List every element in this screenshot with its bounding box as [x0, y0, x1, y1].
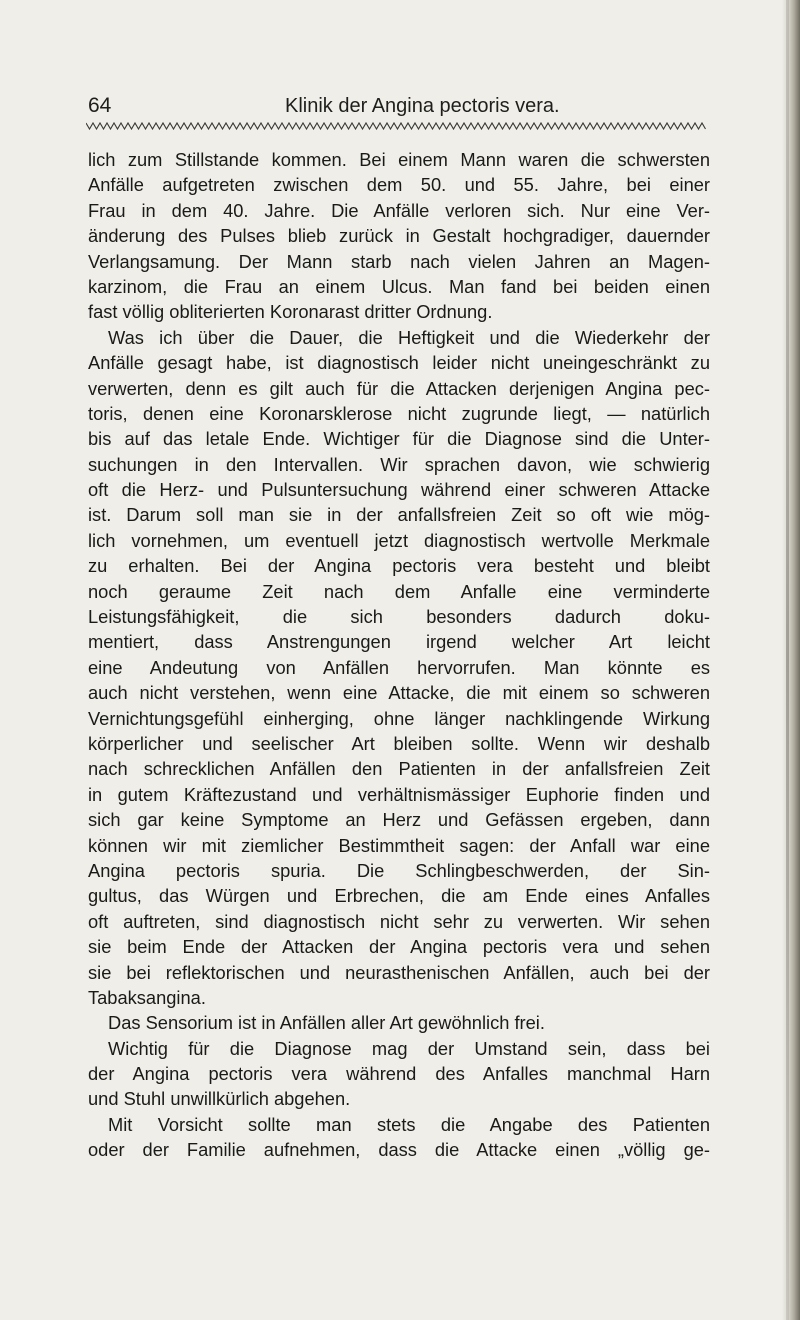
text-line: körperlicher und seelischer Art bleiben sollte. Wenn wir deshalb	[88, 732, 710, 754]
text-line: Tabaksangina.	[88, 986, 206, 1008]
text-line: Angina pectoris spuria. Die Schlingbeschwerden, der Sin-	[88, 859, 710, 881]
text-line: gultus, das Würgen und Erbrechen, die am Ende eines Anfalles	[88, 885, 710, 907]
text-line: Verlangsamung. Der Mann starb nach vielen Jahren an Magen-	[88, 250, 710, 272]
text-line: der Angina pectoris vera während des Anfalles manchmal Harn	[88, 1063, 710, 1085]
running-title: Klinik der Angina pectoris vera.	[285, 95, 560, 117]
text-line: auch nicht verstehen, wenn eine Attacke, die mit einem so schweren	[88, 682, 710, 704]
text-line: lich zum Stillstande kommen. Bei einem Mann waren die schwersten	[88, 149, 710, 170]
text-line: noch geraume Zeit nach dem Anfalle eine verminderte	[88, 580, 710, 602]
text-line: Leistungsfähigkeit, die sich besonders dadurch doku-	[88, 606, 710, 628]
text-line: können wir mit ziemlicher Bestimmtheit sagen: der Anfall war eine	[88, 834, 710, 856]
text-line: oft die Herz- und Pulsuntersuchung während einer schweren Attacke	[88, 479, 710, 501]
text-line: zu erhalten. Bei der Angina pectoris vera besteht und bleibt	[88, 555, 710, 577]
text-line: Frau in dem 40. Jahre. Die Anfälle verloren sich. Nur eine Ver-	[88, 199, 710, 221]
text-line: sich gar keine Symptome an Herz und Gefässen ergeben, dann	[88, 809, 710, 831]
decorative-zigzag-rule	[86, 121, 708, 131]
text-line: Das Sensorium ist in Anfällen aller Art gewöhnlich frei.	[108, 1012, 545, 1034]
text-line: Vernichtungsgefühl einherging, ohne länger nachklingende Wirkung	[88, 707, 710, 729]
text-line: nach schrecklichen Anfällen den Patienten in der anfallsfreien Zeit	[88, 758, 710, 780]
text-line: änderung des Pulses blieb zurück in Gestalt hochgradiger, dauernder	[88, 225, 710, 247]
text-line: Wichtig für die Diagnose mag der Umstand sein, dass bei	[108, 1037, 710, 1059]
text-line: Anfälle gesagt habe, ist diagnostisch leider nicht uneingeschränkt zu	[88, 352, 710, 374]
text-line: in gutem Kräftezustand und verhältnismässiger Euphorie finden und	[88, 783, 710, 805]
text-line: bis auf das letale Ende. Wichtiger für die Diagnose sind die Unter-	[88, 428, 710, 450]
page-spine-shadow	[782, 0, 800, 1320]
body-text	[88, 147, 710, 1163]
text-line: lich vornehmen, um eventuell jetzt diagnostisch wertvolle Merkmale	[88, 529, 710, 551]
text-line: oder der Familie aufnehmen, dass die Attacke einen „völlig ge-	[88, 1139, 710, 1161]
text-line: Mit Vorsicht sollte man stets die Angabe des Patienten	[108, 1113, 710, 1135]
page-number: 64	[88, 94, 112, 117]
text-line: und Stuhl unwillkürlich abgehen.	[88, 1088, 351, 1110]
text-line: Was ich über die Dauer, die Heftigkeit und die Wiederkehr der	[108, 326, 710, 348]
text-line: ist. Darum soll man sie in der anfallsfreien Zeit so oft wie mög-	[88, 504, 710, 526]
text-line: karzinom, die Frau an einem Ulcus. Man fand bei beiden einen	[88, 275, 710, 297]
text-line: verwerten, denn es gilt auch für die Attacken derjenigen Angina pec-	[88, 377, 710, 399]
page-header	[88, 94, 708, 120]
text-line: eine Andeutung von Anfällen hervorrufen. Man könnte es	[88, 656, 710, 678]
text-line: sie bei reflektorischen und neurasthenischen Anfällen, auch bei der	[88, 961, 710, 983]
text-line: oft auftreten, sind diagnostisch nicht sehr zu verwerten. Wir sehen	[88, 910, 710, 932]
text-line: Anfälle aufgetreten zwischen dem 50. und 55. Jahre, bei einer	[88, 174, 710, 196]
text-line: suchungen in den Intervallen. Wir sprachen davon, wie schwierig	[88, 453, 710, 475]
text-line: sie beim Ende der Attacken der Angina pectoris vera und sehen	[88, 936, 710, 958]
text-line: mentiert, dass Anstrengungen irgend welcher Art leicht	[88, 631, 710, 653]
text-line: toris, denen eine Koronarsklerose nicht zugrunde liegt, — natürlich	[88, 402, 710, 424]
text-line: fast völlig obliterierten Koronarast dritter Ordnung.	[88, 301, 493, 323]
